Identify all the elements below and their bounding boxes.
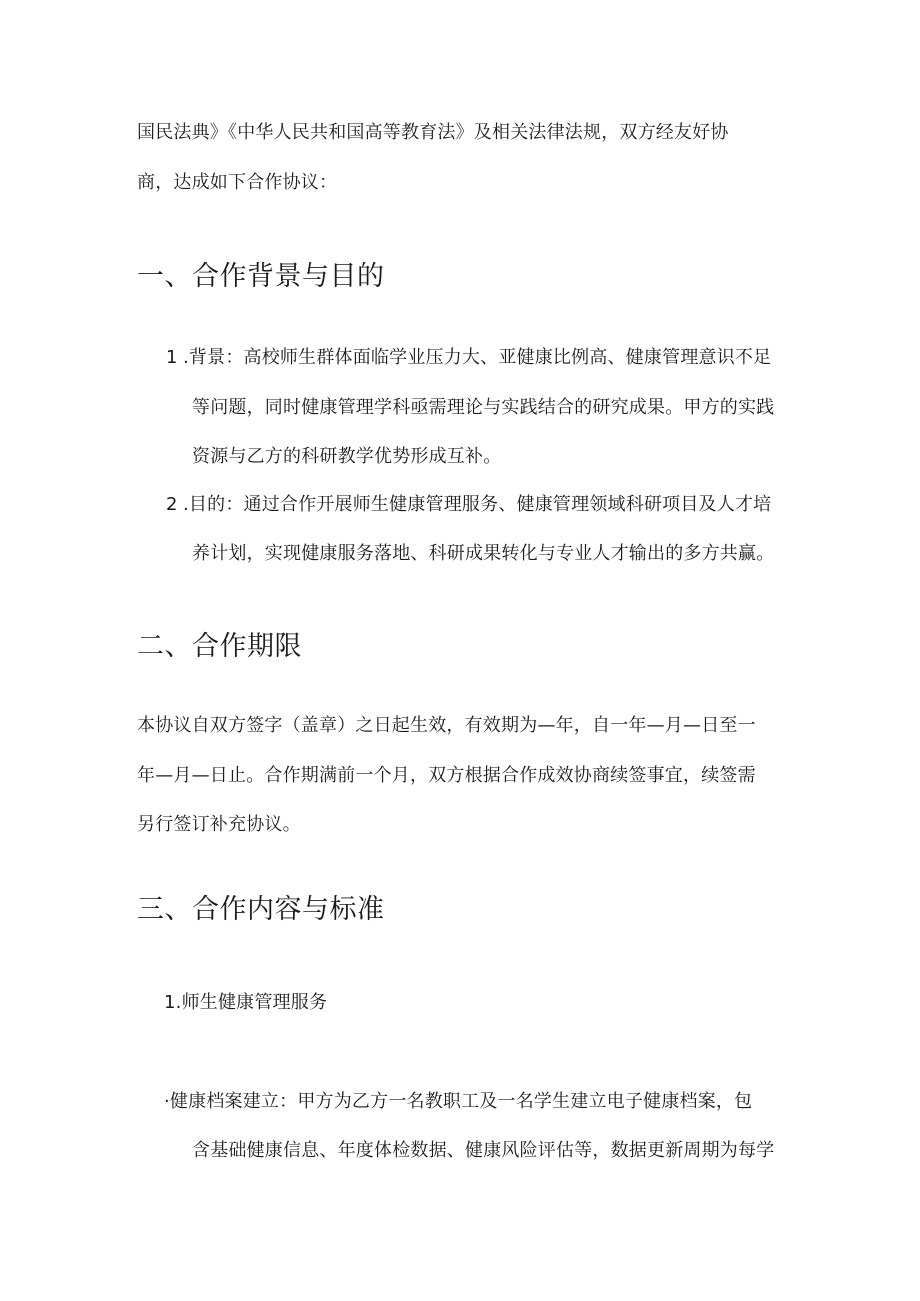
bullet1-line-2: 含基础健康信息、年度体检数据、健康风险评估等，数据更新周期为每学	[192, 1140, 775, 1161]
section-heading-content-standards: 三、合作内容与标准	[137, 894, 385, 925]
subheading-health-service: 1.师生健康管理服务	[164, 992, 328, 1013]
item1-line-3: 资源与乙方的科研教学优势形成互补。	[192, 446, 502, 467]
bullet1-line-1: ·健康档案建立：甲方为乙方一名教职工及一名学生建立电子健康档案，包	[164, 1091, 753, 1112]
section-heading-background-purpose: 一、合作背景与目的	[137, 261, 385, 292]
item2-line-1: .目的：通过合作开展师生健康管理服务、健康管理领域科研项目及人才培	[183, 494, 772, 515]
list-number-1: 1	[166, 347, 178, 368]
term-line-3: 另行签订补充协议。	[137, 814, 301, 835]
section-heading-term: 二、合作期限	[137, 631, 302, 662]
item2-line-2: 养计划，实现健康服务落地、科研成果转化与专业人才输出的多方共赢。	[192, 543, 775, 564]
list-number-2: 2	[166, 494, 178, 515]
term-line-1: 本协议自双方签字（盖章）之日起生效，有效期为—年，自一年—月—日至一	[137, 715, 756, 736]
item1-line-2: 等问题，同时健康管理学科亟需理论与实践结合的研究成果。甲方的实践	[192, 397, 775, 418]
intro-line-1: 国民法典》《中华人民共和国高等教育法》及相关法律法规，双方经友好协	[137, 122, 729, 143]
term-line-2: 年—月—日止。合作期满前一个月，双方根据合作成效协商续签事宜，续签需	[137, 765, 756, 786]
intro-line-2: 商，达成如下合作协议：	[137, 172, 338, 193]
item1-line-1: .背景：高校师生群体面临学业压力大、亚健康比例高、健康管理意识不足	[183, 347, 772, 368]
